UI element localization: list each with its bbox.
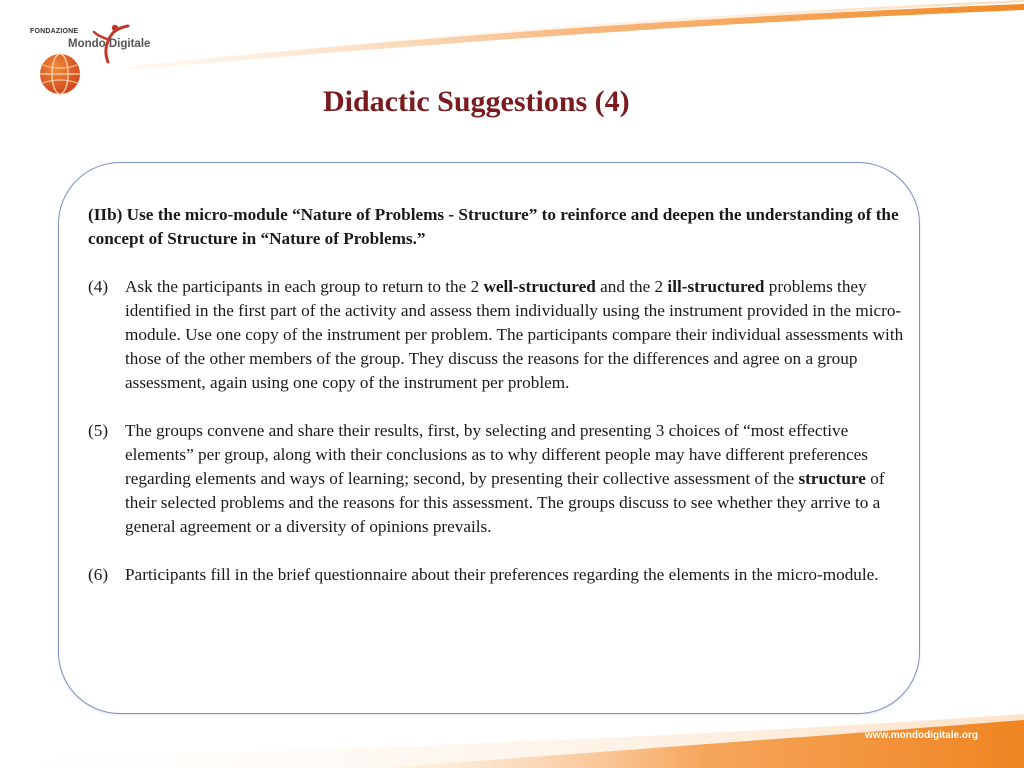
list-item <box>88 563 908 587</box>
item-number: (5) <box>88 421 109 440</box>
structure-term: structure <box>798 469 866 488</box>
item-text-segment: Participants fill in the brief questionnaire about their preferences regarding the elements in the micro-module. <box>125 565 879 584</box>
website-url: www.mondodigitale.org <box>865 730 978 741</box>
item-text-segment: of their selected problems and the reasons for this assessment. The groups discuss to see whether they arrive to a general agreement or a diversity of opinions prevails. <box>125 469 885 536</box>
globe-icon <box>38 52 82 96</box>
item-number: (4) <box>88 277 109 296</box>
slide-body <box>88 203 908 611</box>
intro-paragraph: (IIb) Use the micro-module “Nature of Problems - Structure” to reinforce and deepen the understanding of the concept of Structure in “Nature of Problems.” <box>88 205 899 248</box>
list-item <box>88 419 908 539</box>
logo-fondazione-text: FONDAZIONE <box>30 28 79 35</box>
item-text-segment: problems they identified in the first part of the activity and assess them individually using the instrument provided in the micro-module. Use one copy of the instrument per problem. The participants compare their individual assessments with those of the other members of the group. They discuss the reasons for the differences and agree on a group assessment, again using one copy of the instrument per problem. <box>125 277 904 392</box>
item-number: (6) <box>88 565 109 584</box>
item-text-segment: and the 2 <box>595 277 668 296</box>
item-text <box>125 419 908 539</box>
slide-title: Didactic Suggestions (4) <box>323 85 630 118</box>
item-text <box>125 563 908 587</box>
item-text-segment: The groups convene and share their results, first, by selecting and presenting 3 choices of “most effective elements” per group, along with their conclusions as to why different people may have different preferences regarding elements and ways of learning; second, by presenting their collective assessment of the <box>125 421 868 488</box>
ill-structured-term: ill-structured <box>667 277 765 296</box>
logo-name-text: Mondo Digitale <box>68 38 151 50</box>
list-item <box>88 275 908 395</box>
fondazione-mondo-digitale-logo <box>28 10 158 98</box>
item-text-segment: Ask the participants in each group to return to the 2 <box>125 277 484 296</box>
item-text <box>125 275 908 395</box>
well-structured-term: well-structured <box>483 277 596 296</box>
